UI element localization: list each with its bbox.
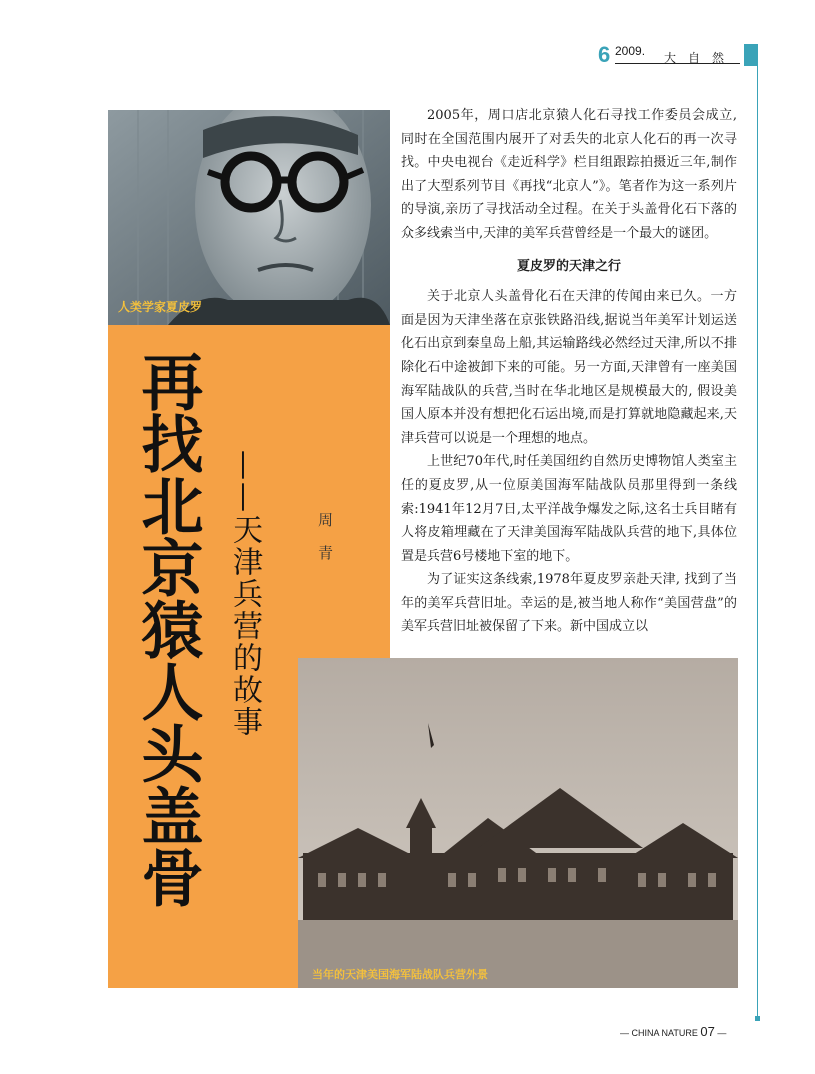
issue-year: 2009.	[615, 44, 646, 58]
header-accent-bar	[744, 44, 758, 66]
article-subtitle: ——天津兵营的故事	[227, 450, 262, 738]
article-author: 周青	[316, 512, 334, 578]
paragraph: 为了证实这条线索,1978年夏皮罗亲赴天津, 找到了当年的美军兵营旧址。幸运的是,被当地人称作“美国营盘”的美军兵营旧址被保留了下来。新中国成立以	[401, 572, 737, 635]
margin-rule	[757, 66, 758, 1021]
issue-number: 6	[598, 42, 611, 67]
magazine-name: 大自然	[664, 51, 737, 65]
paragraph: 关于北京人头盖骨化石在天津的传闻由来已久。一方面是因为天津坐落在京张铁路沿线,据说当年美军计划运送化石出京到秦皇岛上船,其运输路线必然经过天津,所以不排除化石中途被卸下来的可能。另一方面,天津曾有一座美国海军陆战队的兵营,当时在华北地区是规模最大的, 假设美国人原本并没有想把化石运出境,而是打算就地隐藏起来,天津兵营可以说是一个理想的地点。	[401, 289, 737, 446]
portrait-caption: 人类学家夏皮罗	[118, 300, 203, 314]
article-body	[401, 104, 737, 639]
barracks-photo	[298, 658, 738, 988]
page-number: 07	[700, 1024, 715, 1039]
portrait-photo	[108, 110, 390, 325]
header-rule	[615, 63, 740, 64]
footer-brand: CHINA NATURE	[631, 1028, 698, 1038]
margin-rule-end	[755, 1016, 760, 1021]
article-title: 再找北京猿人头盖骨	[131, 350, 204, 908]
page-footer: — CHINA NATURE 07 —	[620, 1024, 727, 1039]
paragraph: 上世纪70年代,时任美国纽约自然历史博物馆人类室主任的夏皮罗,从一位原美国海军陆战队员那里得到一条线索:1941年12月7日,太平洋战争爆发之际,这名士兵目睹有人将皮箱埋藏在了天津美国海军陆战队兵营的地下,具体位置是兵营6号楼地下室的地下。	[401, 454, 737, 564]
barracks-caption: 当年的天津美国海军陆战队兵营外景	[312, 969, 488, 981]
section-heading: 夏皮罗的天津之行	[516, 257, 621, 273]
paragraph: 2005年，周口店北京猿人化石寻找工作委员会成立,同时在全国范围内展开了对丢失的北京人化石的再一次寻找。中央电视台《走近科学》栏目组跟踪拍摄近三年,制作出了大型系列节目《再找“北京人”》。笔者作为这一系列片的导演,亲历了寻找活动全过程。在关于头盖骨化石下落的众多线索当中,天津的美军兵营曾经是一个最大的谜团。	[401, 108, 737, 241]
